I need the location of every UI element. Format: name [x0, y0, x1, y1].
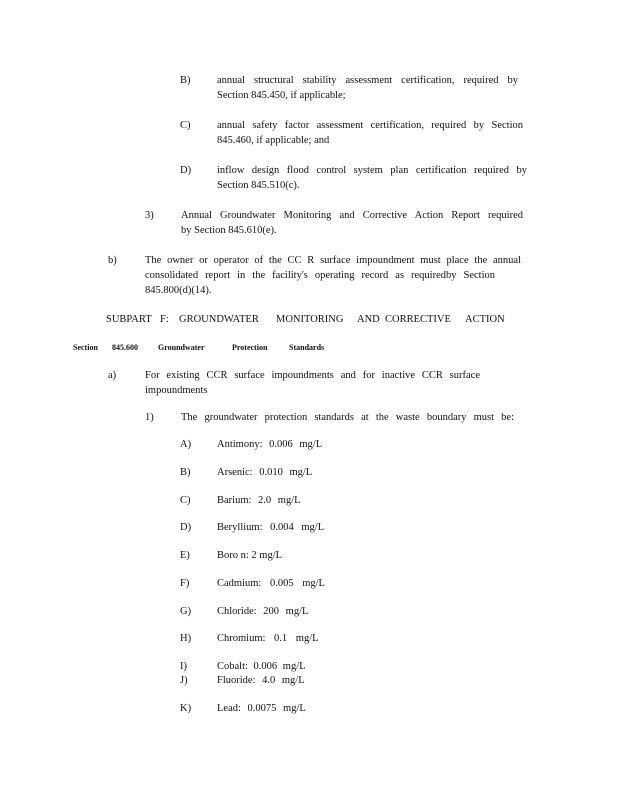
- item-a-line1: For existing CCR surface impoundments and for inactive CCR surface: [145, 370, 480, 381]
- standard-item: Barium: 2.0 mg/L: [217, 495, 301, 506]
- standard-item: Antimony: 0.006 mg/L: [217, 439, 323, 450]
- standard-label: A): [180, 439, 192, 450]
- list-label-d: D): [180, 165, 192, 176]
- list-item-c-line2: 845.460, if applicable; and: [217, 135, 330, 146]
- item-b-line1: The owner or operator of the CC R surface impoundment must place the annual: [145, 255, 521, 266]
- item-a-label: a): [108, 370, 117, 381]
- standard-item: Chromium: 0.1 mg/L: [217, 633, 319, 644]
- subpart-title-word: GROUNDWATER: [179, 314, 259, 325]
- subpart-title-word: ACTION: [465, 314, 505, 325]
- section-title-word: Groundwater: [158, 343, 205, 352]
- section-word: Section: [73, 343, 98, 352]
- item-3-label: 3): [145, 210, 154, 221]
- list-label-c: C): [180, 120, 191, 131]
- item-3-line1: Annual Groundwater Monitoring and Corrective Action Report required: [181, 210, 523, 221]
- list-item-d-line2: Section 845.510(c).: [217, 180, 300, 191]
- standard-item: Lead: 0.0075 mg/L: [217, 703, 306, 714]
- list-item-b-line1: annual structural stability assessment certification, required by: [217, 75, 518, 86]
- list-item-b-line2: Section 845.450, if applicable;: [217, 90, 346, 101]
- standard-item: Chloride: 200 mg/L: [217, 606, 309, 617]
- standard-label: C): [180, 495, 191, 506]
- standard-item: Arsenic: 0.010 mg/L: [217, 467, 313, 478]
- standard-label: E): [180, 550, 190, 561]
- list-label-b: B): [180, 75, 191, 86]
- standard-label: I): [180, 661, 187, 672]
- standard-label: J): [180, 675, 188, 686]
- item-1-text: The groundwater protection standards at the waste boundary must be:: [181, 412, 514, 423]
- item-3-line2: by Section 845.610(e).: [181, 225, 277, 236]
- item-1-label: 1): [145, 412, 154, 423]
- list-item-c-line1: annual safety factor assessment certification, required by Section: [217, 120, 523, 131]
- standard-label: H): [180, 633, 192, 644]
- section-title-word: Protection: [232, 343, 268, 352]
- standard-item: Cobalt: 0.006 mg/L: [217, 661, 306, 672]
- subpart-title-word: MONITORING: [276, 314, 344, 325]
- item-b-line2: consolidated report in the facility's operating record as requiredby Section: [145, 270, 495, 281]
- subpart-letter: F:: [160, 314, 169, 325]
- standard-item: Beryllium: 0.004 mg/L: [217, 522, 325, 533]
- section-title-word: Standards: [289, 343, 325, 352]
- standard-item: Cadmium: 0.005 mg/L: [217, 578, 325, 589]
- section-number: 845.600: [112, 343, 138, 352]
- subpart-title-word: CORRECTIVE: [385, 314, 451, 325]
- standard-label: B): [180, 467, 191, 478]
- standard-label: K): [180, 703, 192, 714]
- standard-item: Fluoride: 4.0 mg/L: [217, 675, 305, 686]
- standard-label: G): [180, 606, 192, 617]
- item-b-label: b): [108, 255, 117, 266]
- list-item-d-line1: inflow design flood control system plan certification required by: [217, 165, 527, 176]
- item-a-line2: impoundments: [145, 385, 208, 396]
- standard-item: Boro n: 2 mg/L: [217, 550, 283, 561]
- subpart-title-word: AND: [357, 314, 380, 325]
- standard-label: D): [180, 522, 192, 533]
- item-b-line3: 845.800(d)(14).: [145, 285, 212, 296]
- standard-label: F): [180, 578, 190, 589]
- subpart-word: SUBPART: [106, 314, 152, 325]
